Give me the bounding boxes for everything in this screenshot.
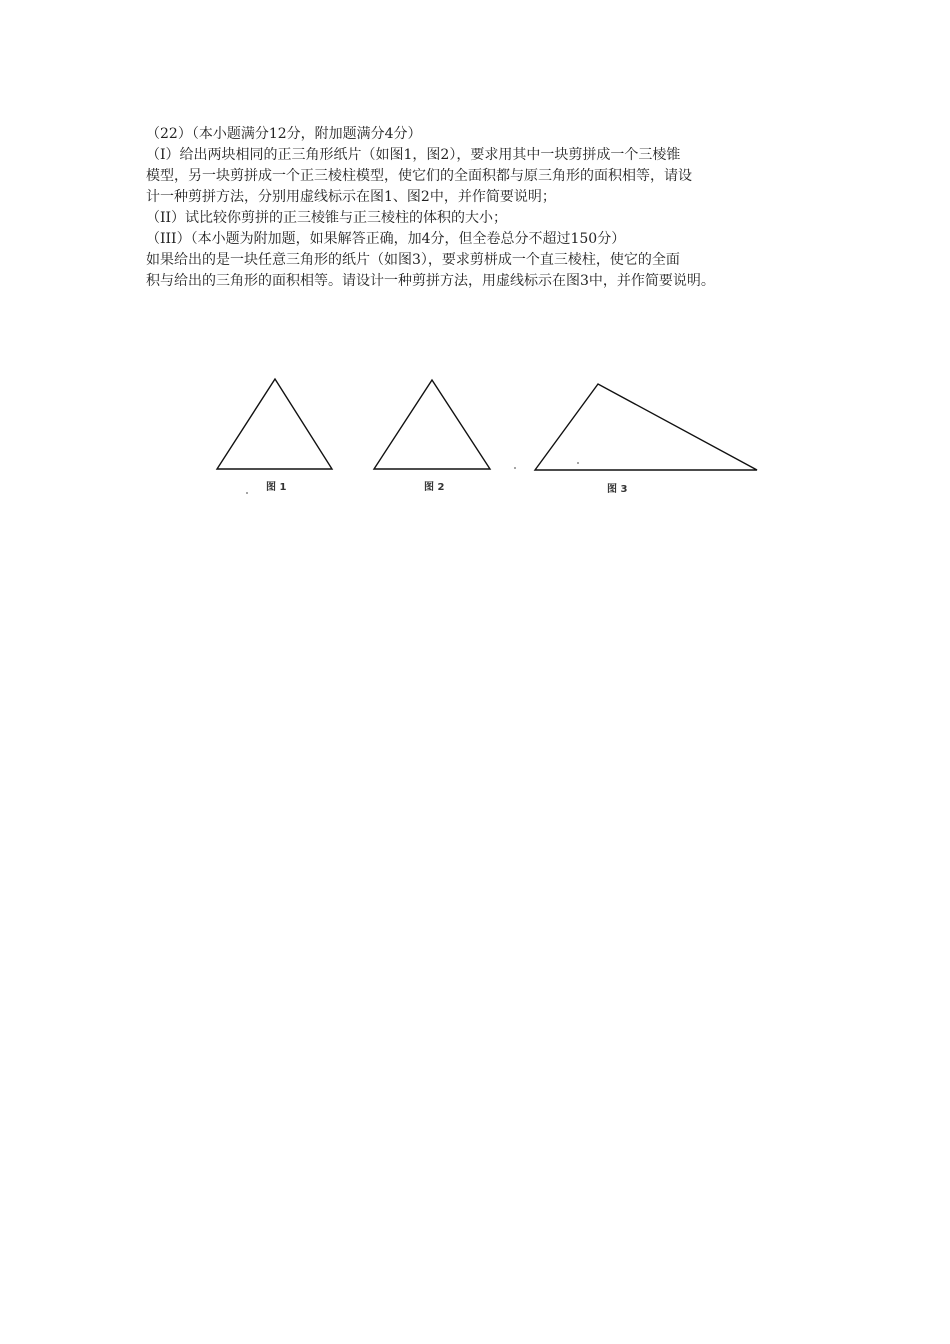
problem-line-4: 计一种剪拼方法，分别用虚线标示在图1、图2中，并作简要说明；: [146, 189, 556, 205]
problem-line-8: 积与给出的三角形的面积相等。请设计一种剪拼方法，用虚线标示在图3中，并作简要说明。: [146, 273, 715, 289]
figure-2-caption: 图 2: [424, 482, 445, 493]
problem-line-1: （22）（本小题满分12分，附加题满分4分）: [146, 126, 422, 142]
figure-1-caption: 图 1: [266, 482, 287, 493]
problem-line-5: （II）试比较你剪拼的正三棱锥与正三棱柱的体积的大小；: [146, 210, 508, 226]
scan-speck: [514, 467, 516, 469]
problem-line-6: （III）（本小题为附加题，如果解答正确，加4分，但全卷总分不超过150分）: [146, 231, 626, 247]
figure-3-triangle: [0, 0, 950, 520]
problem-line-7: 如果给出的是一块任意三角形的纸片（如图3），要求剪栟成一个直三棱柱，使它的全面: [146, 252, 680, 268]
problem-line-3: 模型，另一块剪拼成一个正三棱柱模型，使它们的全面积都与原三角形的面积相等，请设: [146, 168, 692, 184]
problem-line-2: （I）给出两块相同的正三角形纸片（如图1，图2），要求用其中一块剪拼成一个三棱锥: [146, 147, 681, 163]
scan-speck: [577, 462, 579, 464]
figure-3-caption: 图 3: [607, 484, 628, 495]
scan-speck: [246, 492, 248, 494]
